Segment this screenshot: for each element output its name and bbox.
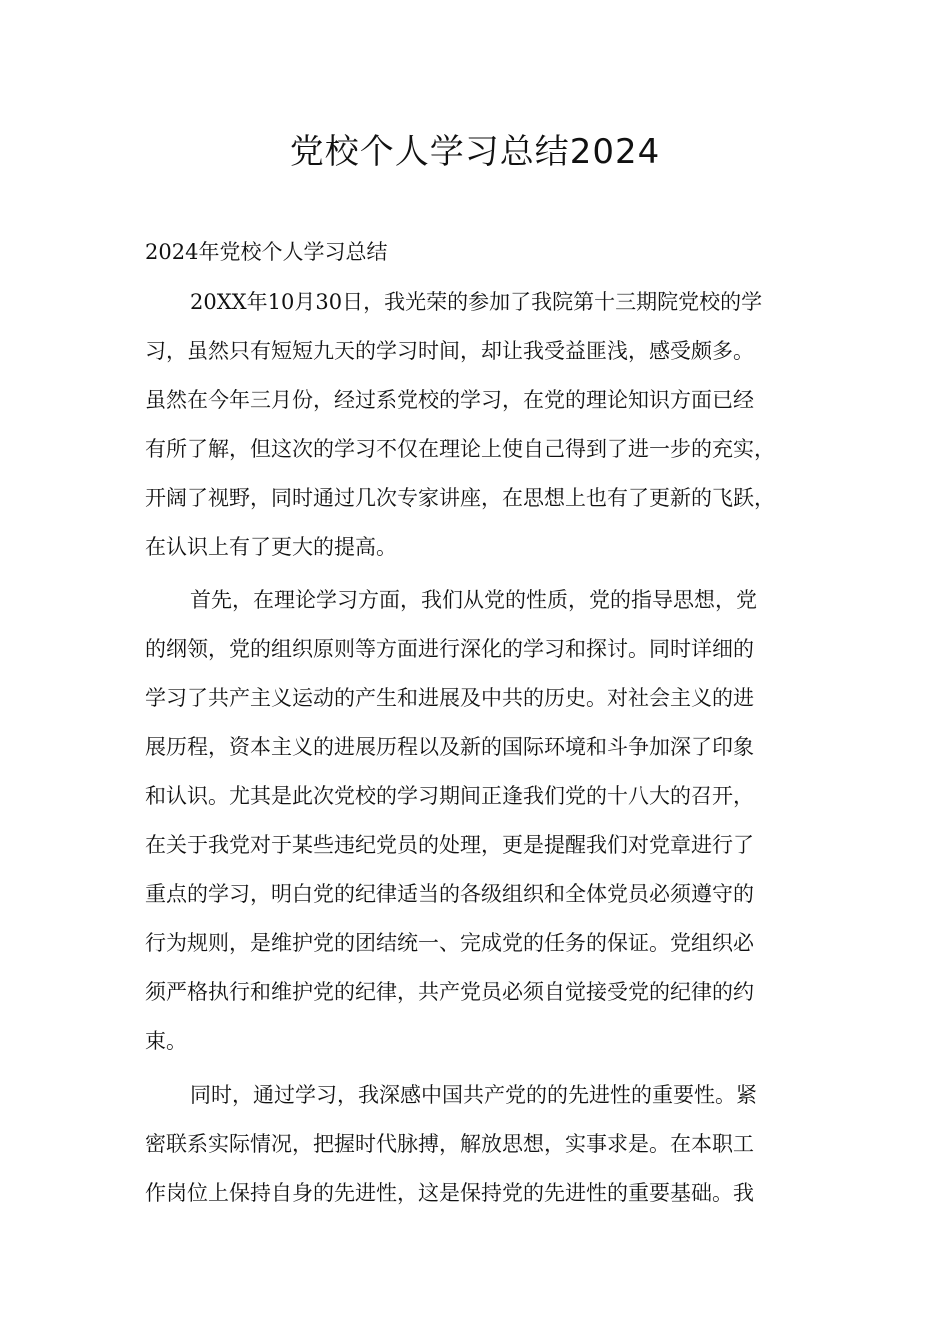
- paragraph-2-line-2: 的纲领，党的组织原则等方面进行深化的学习和探讨。同时详细的: [145, 637, 754, 661]
- paragraph-2-line-7: 重点的学习，明白党的纪律适当的各级组织和全体党员必须遵守的: [145, 882, 754, 906]
- paragraph-1-line-4: 有所了解，但这次的学习不仅在理论上使自己得到了进一步的充实，: [145, 437, 775, 461]
- paragraph-3-line-1: 同时，通过学习，我深感中国共产党的的先进性的重要性。紧: [190, 1083, 757, 1107]
- paragraph-2-line-10: 束。: [145, 1029, 187, 1053]
- document-title: 党校个人学习总结2024: [289, 132, 661, 172]
- paragraph-2-line-6: 在关于我党对于某些违纪党员的处理，更是提醒我们对党章进行了: [145, 833, 754, 857]
- paragraph-2-line-3: 学习了共产主义运动的产生和进展及中共的历史。对社会主义的进: [145, 686, 754, 710]
- paragraph-1-line-2: 习，虽然只有短短九天的学习时间，却让我受益匪浅，感受颇多。: [145, 339, 754, 363]
- paragraph-2-line-8: 行为规则，是维护党的团结统一、完成党的任务的保证。党组织必: [145, 931, 754, 955]
- paragraph-1-line-3: 虽然在今年三月份，经过系党校的学习，在党的理论知识方面已经: [145, 388, 754, 412]
- paragraph-1-line-6: 在认识上有了更大的提高。: [145, 535, 397, 559]
- paragraph-3-line-3: 作岗位上保持自身的先进性，这是保持党的先进性的重要基础。我: [145, 1181, 754, 1205]
- paragraph-2-line-5: 和认识。尤其是此次党校的学习期间正逢我们党的十八大的召开，: [145, 784, 754, 808]
- paragraph-1-line-1: 20XX年10月30日，我光荣的参加了我院第十三期院党校的学: [190, 290, 763, 314]
- paragraph-2-line-9: 须严格执行和维护党的纪律，共产党员必须自觉接受党的纪律的约: [145, 980, 754, 1004]
- paragraph-1-line-5: 开阔了视野，同时通过几次专家讲座，在思想上也有了更新的飞跃，: [145, 486, 775, 510]
- paragraph-2-line-4: 展历程，资本主义的进展历程以及新的国际环境和斗争加深了印象: [145, 735, 754, 759]
- paragraph-3-line-2: 密联系实际情况，把握时代脉搏，解放思想，实事求是。在本职工: [145, 1132, 754, 1156]
- paragraph-2-line-1: 首先，在理论学习方面，我们从党的性质，党的指导思想，党: [190, 588, 757, 612]
- document-subtitle: 2024年党校个人学习总结: [145, 240, 388, 264]
